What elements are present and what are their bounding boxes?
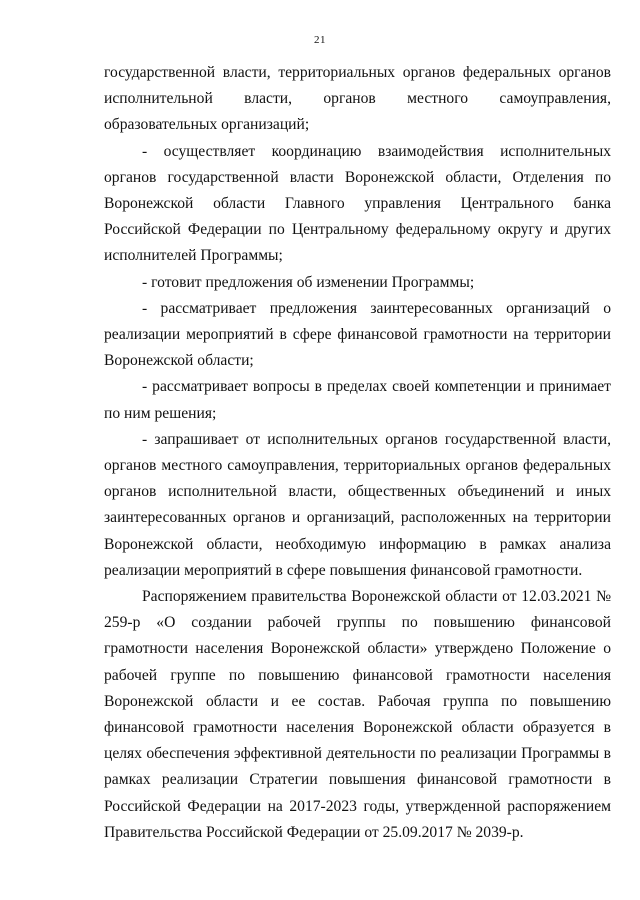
paragraph-requests-info: - запрашивает от исполнительных органов государственной власти, органов местного самоуправления, территориальных органов федеральных органов исполнительной власти, общественных объединений и иных заинтересованных органов и организаций, расположенных на территории Воронежской области, необходимую информацию в рамках анализа реализации мероприятий в сфере повышения финансовой грамотности.	[104, 430, 611, 579]
paragraph-continuation: государственной власти, территориальных органов федеральных органов исполнительной власти, органов местного самоуправления, образовательных организаций;	[104, 64, 611, 134]
paragraph-proposals: - готовит предложения об изменении Программы;	[142, 273, 475, 291]
paragraph-reviews-proposals: - рассматривает предложения заинтересованных организаций о реализации мероприятий в сфере финансовой грамотности на территории Воронежской области;	[104, 299, 611, 370]
paragraph-reviews-questions: - рассматривает вопросы в пределах своей компетенции и принимает по ним решения;	[104, 378, 611, 422]
paragraph-coordination: - осуществляет координацию взаимодействия исполнительных органов государственной власти Воронежской области, Отделения по Воронежской области Главного управления Центрального банка Российской Федерации по Центральному федеральному округу и других исполнителей Программы;	[104, 142, 611, 265]
paragraph-resolution: Распоряжением правительства Воронежской области от 12.03.2021 № 259-р «О создании рабочей группы по повышению финансовой грамотности населения Воронежской области» утверждено Положение о рабочей группе по повышению финансовой грамотности населения Воронежской области и ее состав. Рабочая группа по повышению финансовой грамотности населения Воронежской области образуется в целях обеспечения эффективной деятельности по реализации Программы в рамках реализации Стратегии повышения финансовой грамотности в Российской Федерации на 2017-2023 годы, утвержденной распоряжением Правительства Российской Федерации от 25.09.2017 № 2039-р.	[104, 588, 611, 841]
document-body	[104, 60, 611, 846]
page-number: 21	[314, 34, 326, 46]
